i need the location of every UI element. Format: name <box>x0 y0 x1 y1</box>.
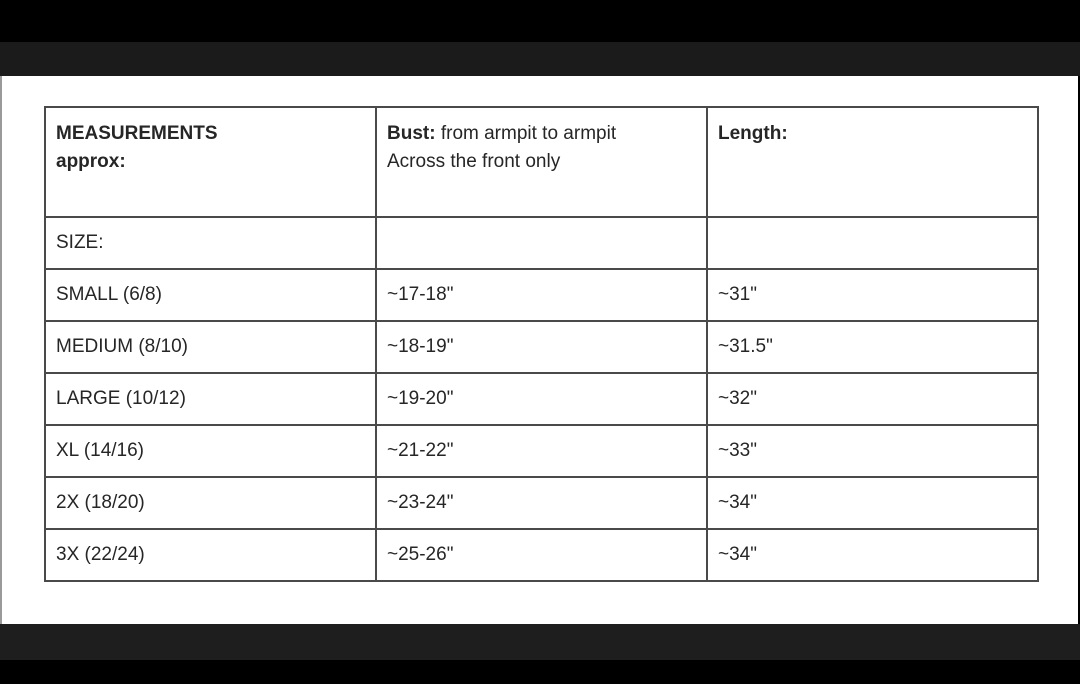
size-cell: LARGE (10/12) <box>45 373 376 425</box>
size-cell: 3X (22/24) <box>45 529 376 581</box>
size-cell: 2X (18/20) <box>45 477 376 529</box>
size-cell: MEDIUM (8/10) <box>45 321 376 373</box>
size-cell: SIZE: <box>45 217 376 269</box>
bottom-dark-bar <box>0 624 1080 660</box>
top-dark-bar <box>0 42 1080 76</box>
header-bust-line2: Across the front only <box>387 151 561 172</box>
bust-cell: ~19-20" <box>376 373 707 425</box>
bust-cell: ~17-18" <box>376 269 707 321</box>
length-cell: ~34" <box>707 477 1038 529</box>
length-cell: ~33" <box>707 425 1038 477</box>
table-row <box>45 425 1038 477</box>
document-sheet <box>0 76 1078 624</box>
header-bust-desc: from armpit to armpit <box>435 123 617 144</box>
header-bust <box>376 107 707 217</box>
size-cell: SMALL (6/8) <box>45 269 376 321</box>
table-row <box>45 321 1038 373</box>
length-cell: ~34" <box>707 529 1038 581</box>
bust-cell <box>376 217 707 269</box>
length-cell: ~32" <box>707 373 1038 425</box>
length-cell <box>707 217 1038 269</box>
table-row <box>45 269 1038 321</box>
table-row <box>45 373 1038 425</box>
header-length-label: Length: <box>718 123 788 144</box>
length-cell: ~31.5" <box>707 321 1038 373</box>
header-measurements-line1: MEASUREMENTS <box>56 123 218 144</box>
bust-cell: ~21-22" <box>376 425 707 477</box>
table-row <box>45 477 1038 529</box>
length-cell: ~31" <box>707 269 1038 321</box>
table-header-row <box>45 107 1038 217</box>
top-black-band <box>0 0 1080 42</box>
bust-cell: ~25-26" <box>376 529 707 581</box>
bust-cell: ~23-24" <box>376 477 707 529</box>
bust-cell: ~18-19" <box>376 321 707 373</box>
size-cell: XL (14/16) <box>45 425 376 477</box>
header-bust-label: Bust: <box>387 123 436 144</box>
header-measurements-line2: approx: <box>56 151 126 172</box>
bottom-black-band <box>0 660 1080 684</box>
header-bust-line1 <box>387 120 696 148</box>
table-row <box>45 217 1038 269</box>
header-length <box>707 107 1038 217</box>
header-measurements <box>45 107 376 217</box>
table-row <box>45 529 1038 581</box>
size-chart-table <box>44 106 1039 582</box>
